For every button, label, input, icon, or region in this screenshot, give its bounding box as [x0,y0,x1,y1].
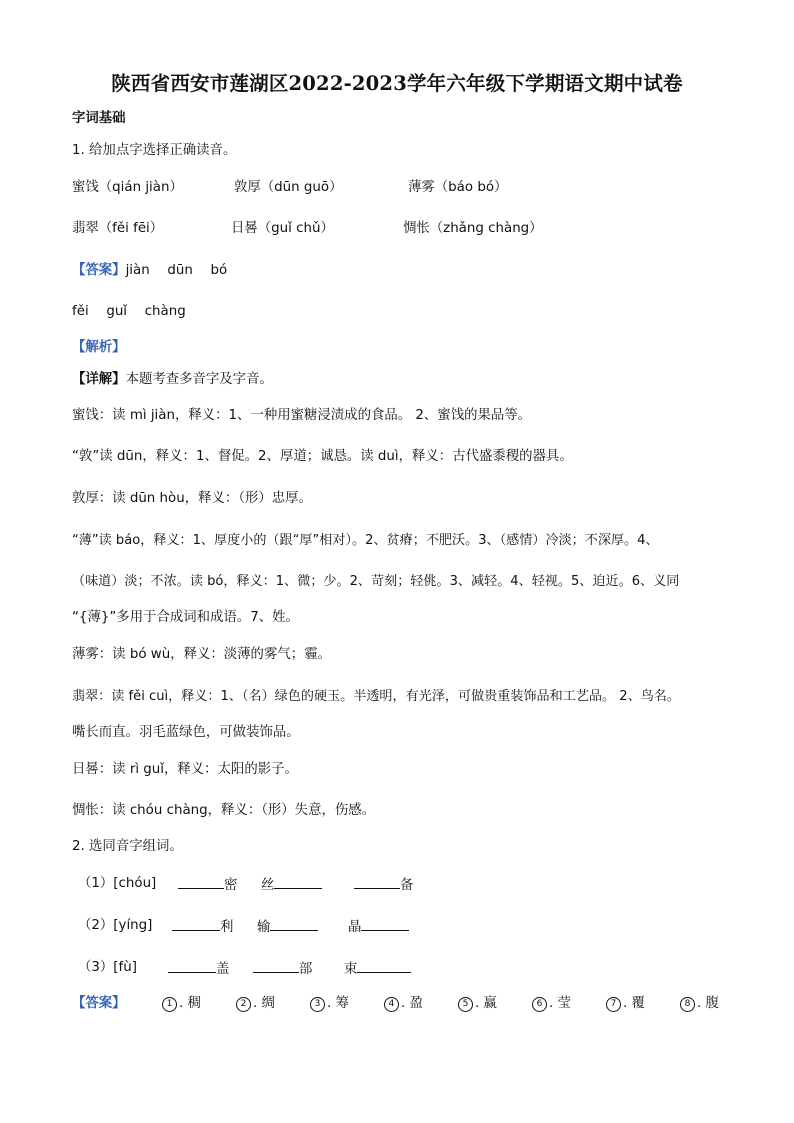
q2-word: 晶 [348,920,362,935]
fill-blank[interactable] [172,917,220,931]
option-bowu: 薄雾（báo bó） [408,180,508,195]
explain-line: 嘴长而直。羽毛蓝绿色，可做装饰品。 [72,725,300,740]
explain-line: “{薄}”多用于合成词和成语。7、姓。 [72,610,299,625]
q2-item [257,917,318,937]
q2-item [178,875,237,895]
q2-item [253,959,312,979]
page-title: 陕西省西安市莲湖区2022-2023学年六年级下学期语文期中试卷 [111,72,683,95]
answer-item [162,995,201,1013]
q2-word: 利 [220,920,234,935]
answer-char: . 覆 [623,996,645,1011]
answer-item [236,995,275,1013]
answer-item [384,995,423,1013]
question-1-stem: 1. 给加点字选择正确读音。 [72,143,237,158]
q2-word: 束 [344,962,358,977]
answer-char: . 腹 [697,996,719,1011]
explain-line: “敦”读 dūn，释义：1、督促。2、厚道；诚恳。读 duì，释义：古代盛黍稷的器具。 [72,449,573,464]
answer-char: . 筹 [327,996,349,1011]
q2-row-label: （1）[chóu] [78,876,157,891]
answer-item [532,995,571,1013]
answer-char: . 盈 [401,996,423,1011]
q2-word: 密 [224,878,238,893]
q2-word: 备 [400,878,414,893]
detail-tag: 【详解】 [72,372,126,387]
circled-number: 2 [236,997,251,1012]
answer-item [310,995,349,1013]
answer-item [606,995,645,1013]
fill-blank[interactable] [361,917,409,931]
option-dunhou: 敦厚（dūn guō） [234,180,343,195]
option-feicui: 翡翠（fěi fēi） [72,221,164,236]
circled-number: 4 [384,997,399,1012]
fill-blank[interactable] [178,875,224,889]
answer-char: . 绸 [253,996,275,1011]
circled-number: 6 [532,997,547,1012]
q2-word: 部 [299,962,313,977]
q2-word: 盖 [216,962,230,977]
q2-item [354,875,413,895]
q2-item [172,917,233,937]
answer-item [458,995,497,1013]
analysis-tag: 【解析】 [72,340,126,355]
section-heading: 字词基础 [72,111,126,126]
circled-number: 7 [606,997,621,1012]
q2-item [348,917,409,937]
circled-number: 1 [162,997,177,1012]
explain-line: 日晷：读 rì guǐ，释义：太阳的影子。 [72,762,298,777]
answer-line-1: jiàn dūn bó [125,263,228,278]
explain-line: 薄雾：读 bó wù，释义：淡薄的雾气；霾。 [72,647,331,662]
fill-blank[interactable] [270,917,318,931]
circled-number: 3 [310,997,325,1012]
q2-item [344,959,411,979]
fill-blank[interactable] [354,875,400,889]
answer-tag: 【答案】 [72,263,126,278]
answer-line-2: fěi guǐ chàng [72,304,186,319]
circled-number: 8 [680,997,695,1012]
detail-text: 本题考查多音字及字音。 [125,372,273,387]
answer-char: . 赢 [475,996,497,1011]
explain-line: 敦厚：读 dūn hòu，释义：（形）忠厚。 [72,491,312,506]
q2-item [261,875,322,895]
option-chouchang: 惆怅（zhǎng chàng） [403,221,543,236]
explain-line: 惆怅：读 chóu chàng，释义：（形）失意，伤感。 [72,803,376,818]
option-rigui: 日晷（guǐ chǔ） [231,221,334,236]
q2-row-label: （2）[yíng] [78,918,153,933]
explain-line: 翡翠：读 fěi cuì，释义：1、（名）绿色的硬玉。半透明，有光泽，可做贵重装饰品和工艺品。 2、鸟名。 [72,689,680,704]
q2-item [168,959,229,979]
q2-word: 输 [257,920,271,935]
q2-row-label: （3）[fù] [78,960,137,975]
answer-char: . 稠 [179,996,201,1011]
circled-number: 5 [458,997,473,1012]
explain-line: 蜜饯：读 mì jiàn，释义：1、一种用蜜糖浸渍成的食品。 2、蜜饯的果品等。 [72,408,532,423]
fill-blank[interactable] [253,959,299,973]
detail-line [72,371,273,389]
fill-blank[interactable] [357,959,411,973]
option-mijian: 蜜饯（qián jiàn） [72,180,183,195]
question-2-stem: 2. 选同音字组词。 [72,839,183,854]
fill-blank[interactable] [274,875,322,889]
q2-word: 丝 [261,878,275,893]
explain-line: “薄”读 báo，释义：1、厚度小的（跟“厚”相对）。2、贫瘠；不肥沃。3、（感情）冷淡；不深厚。4、 [72,533,659,548]
question-1-answer [72,262,227,280]
answer-item [680,995,719,1013]
explain-line: （味道）淡；不浓。读 bó，释义：1、微；少。2、苛刻；轻佻。3、减轻。4、轻视。5、迫近。6、义同 [72,574,680,589]
fill-blank[interactable] [168,959,216,973]
question-2-answer-tag: 【答案】 [72,996,126,1011]
answer-char: . 莹 [549,996,571,1011]
